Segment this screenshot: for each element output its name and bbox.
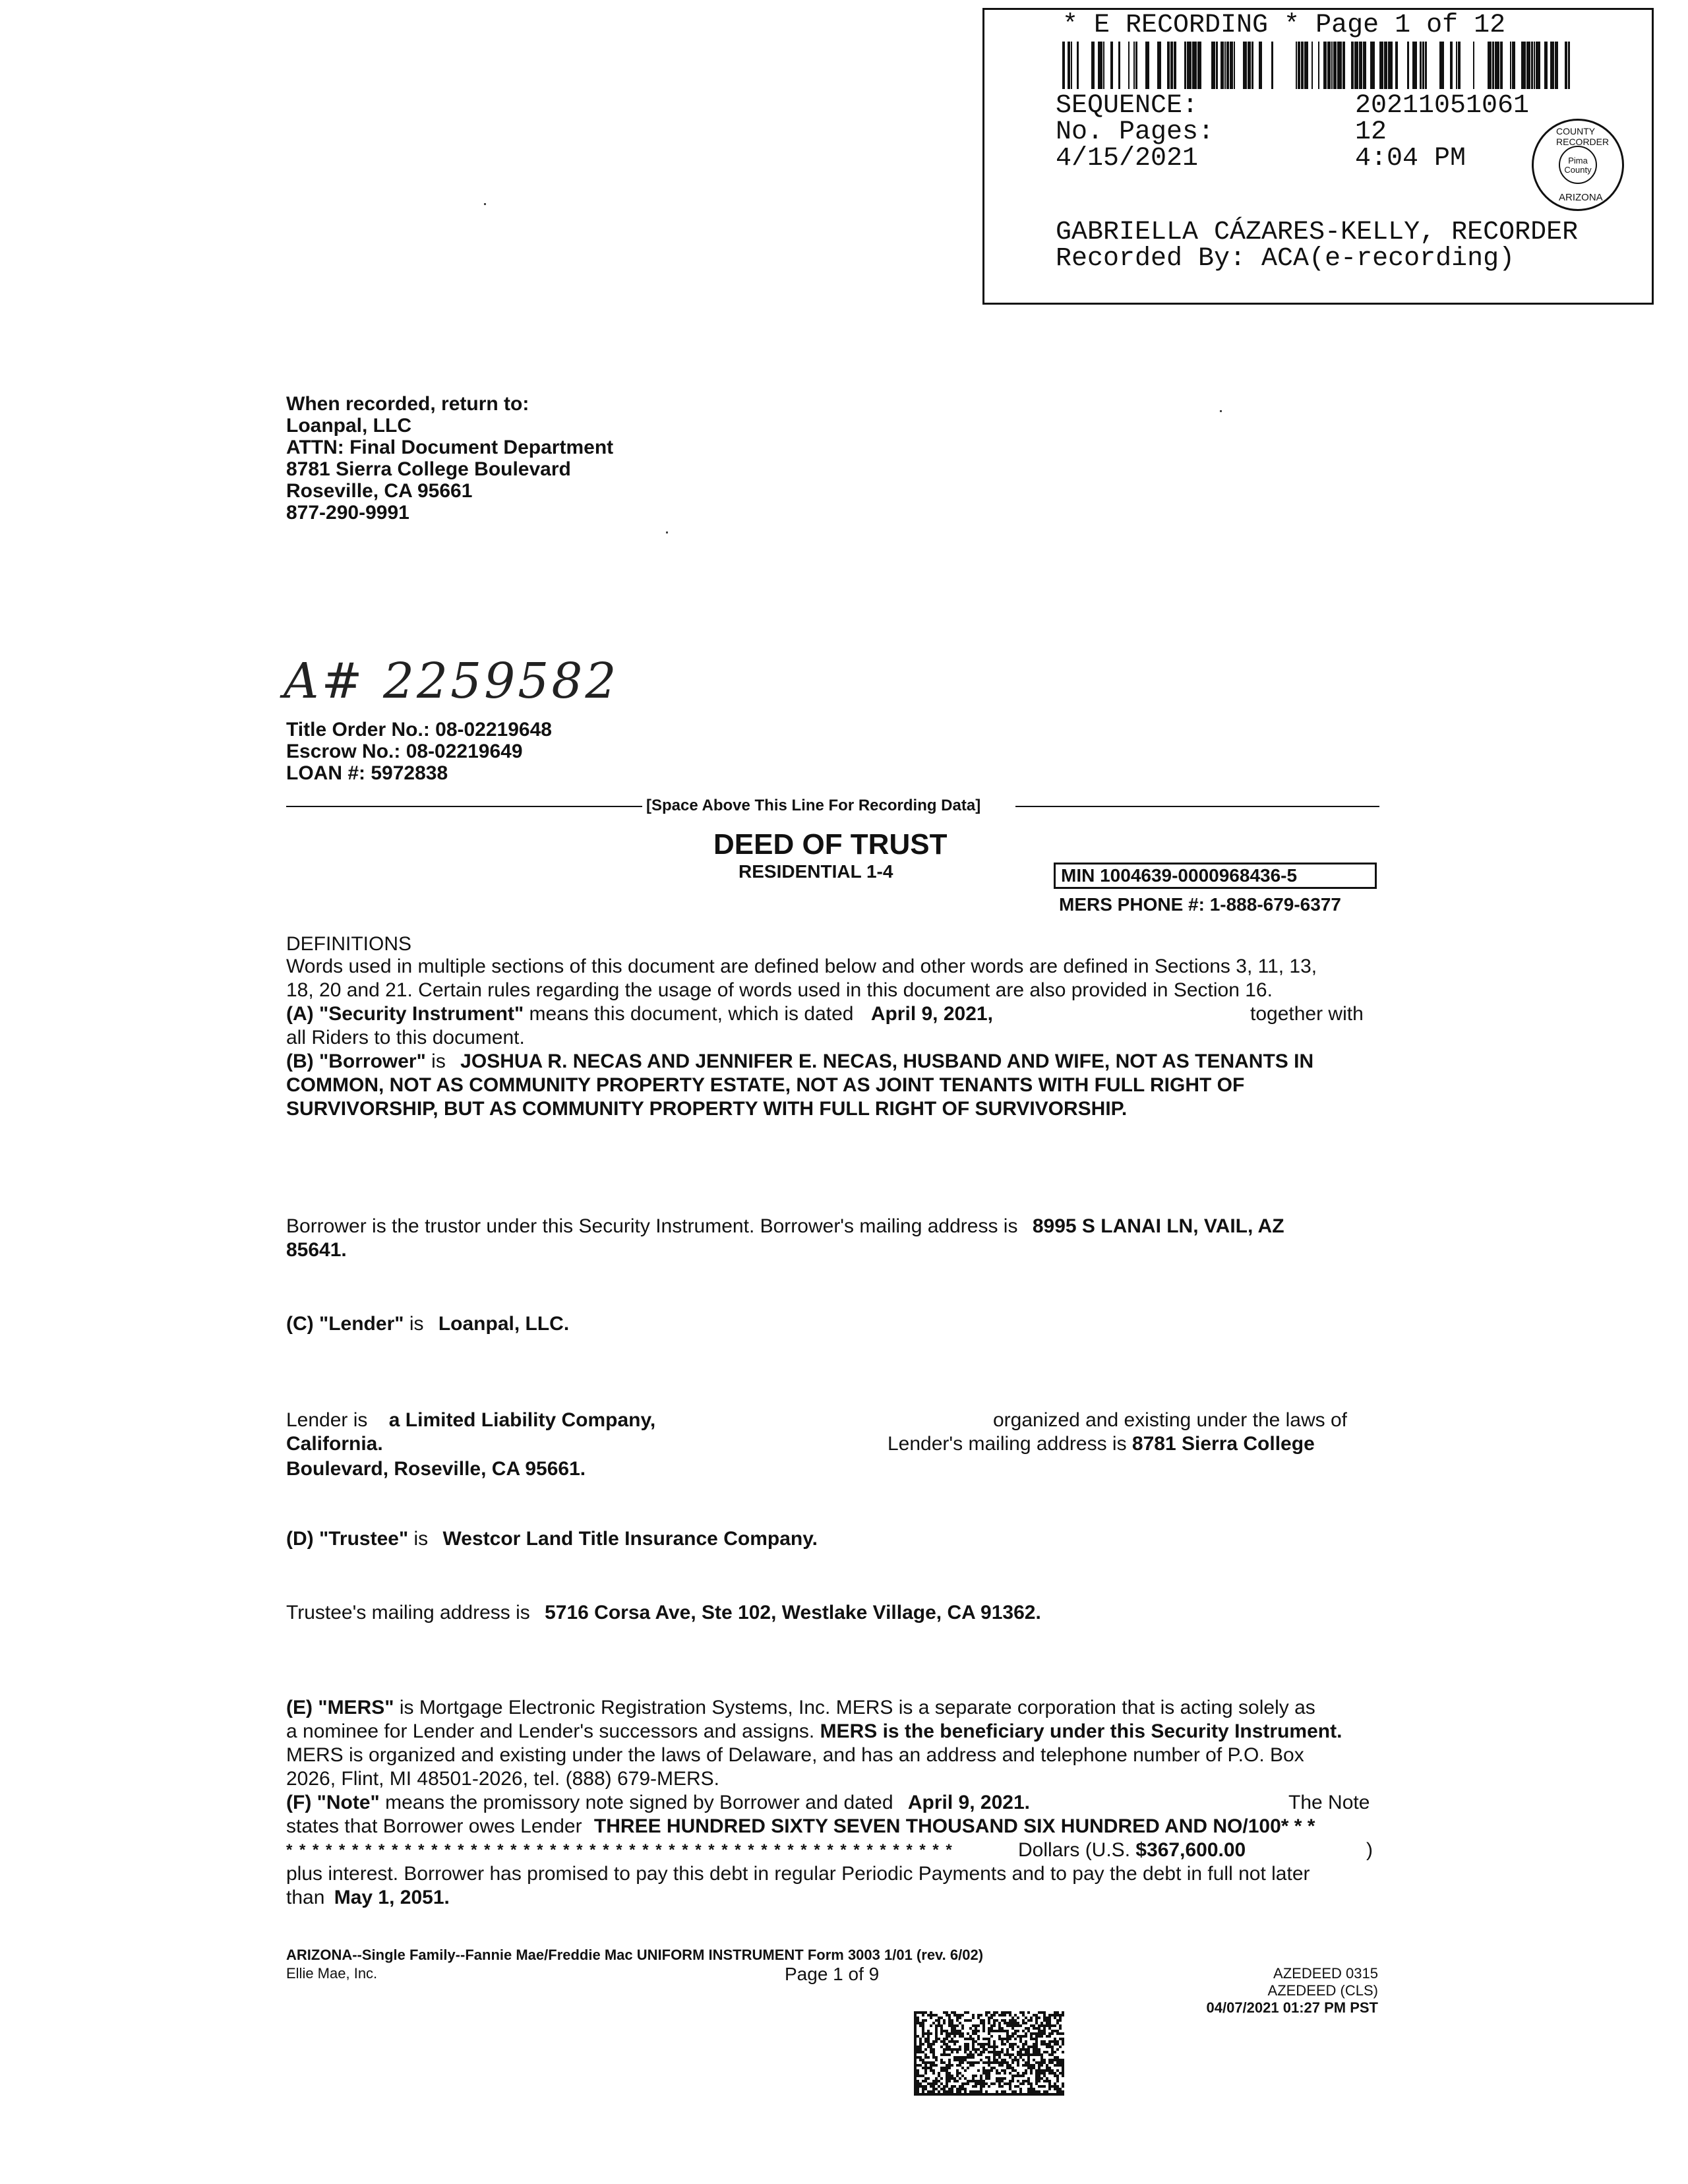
- mers-phone: MERS PHONE #: 1-888-679-6377: [1059, 894, 1341, 915]
- definitions-intro-1: Words used in multiple sections of this document are defined below and other words are defined in Sections 3, 11, 13,: [286, 956, 1317, 977]
- definition-d: [286, 1527, 818, 1550]
- definition-e-line-1: is Mortgage Electronic Registration Systems, Inc. MERS is a separate corporation that is acting solely as: [399, 1697, 1315, 1718]
- definition-a-line-2: all Riders to this document.: [286, 1027, 525, 1048]
- order-info: [286, 719, 552, 784]
- definition-a: [286, 1002, 993, 1025]
- definition-f-line-2a: states that Borrower owes Lender: [286, 1815, 582, 1837]
- lender-is: [286, 1409, 655, 1432]
- recording-stamp: [982, 8, 1654, 305]
- definition-f-dollars-label: Dollars (U.S.: [1018, 1839, 1131, 1861]
- footer-code-1: AZEDEED 0315: [1273, 1965, 1378, 1982]
- footer-form-line: ARIZONA--Single Family--Fannie Mae/Freddie Mac UNIFORM INSTRUMENT Form 3003 1/01 (rev. 6/02): [286, 1947, 984, 1963]
- footer-code-2: AZEDEED (CLS): [1267, 1982, 1378, 1999]
- document-subtitle: RESIDENTIAL 1-4: [738, 861, 893, 882]
- definition-f-text: means the promissory note signed by Borrower and dated: [385, 1792, 893, 1813]
- seal-top-text: COUNTY RECORDER: [1556, 126, 1610, 147]
- definition-a-term: "Security Instrument": [319, 1003, 524, 1025]
- rule-left: [286, 806, 642, 807]
- trustor-address-2: 85641.: [286, 1239, 347, 1261]
- definition-b-label: (B): [286, 1050, 314, 1072]
- recording-header: * E RECORDING * Page 1 of 12: [1062, 11, 1506, 40]
- rule-right: [1015, 806, 1379, 807]
- definition-f-line-2b: THREE HUNDRED SIXTY SEVEN THOUSAND SIX HUNDRED AND NO/100* * *: [593, 1815, 1315, 1837]
- definition-c-term: "Lender": [319, 1313, 404, 1335]
- trustor-text: Borrower is the trustor under this Security Instrument. Borrower's mailing address is: [286, 1215, 1018, 1237]
- lender-address-1: 8781 Sierra College: [1131, 1433, 1315, 1455]
- definition-a-tail: together with: [1250, 1003, 1364, 1025]
- definition-f-line-5: [286, 1886, 450, 1909]
- footer-vendor: Ellie Mae, Inc.: [286, 1965, 378, 1982]
- definition-f-line-4: plus interest. Borrower has promised to pay this debt in regular Periodic Payments and to pay the debt in full not later: [286, 1863, 1310, 1885]
- lender-is-label: Lender is: [286, 1409, 368, 1431]
- definition-f-dollars: [1018, 1838, 1246, 1862]
- return-to-line-1: When recorded, return to:: [286, 393, 529, 415]
- return-to-line-6: 877-290-9991: [286, 502, 409, 524]
- lender-mailing: [888, 1432, 1315, 1455]
- definition-b: [286, 1050, 1313, 1073]
- trustee-mailing-label: Trustee's mailing address is: [286, 1602, 530, 1623]
- seal-center-line-2: County: [1564, 165, 1592, 175]
- escrow-number: Escrow No.: 08-02219649: [286, 741, 523, 762]
- definition-f-amount: $367,600.00: [1135, 1839, 1246, 1861]
- recorder-name: GABRIELLA CÁZARES-KELLY, RECORDER: [1056, 218, 1579, 247]
- handwritten-reference: A# 2259582: [284, 653, 619, 710]
- definition-f-stars: * * * * * * * * * * * * * * * * * * * * * * * * * * * * * * * * * * * * * * * * * * * * * * * * * * *: [286, 1841, 953, 1859]
- loan-number: LOAN #: 5972838: [286, 762, 448, 784]
- definition-b-line-2: COMMON, NOT AS COMMUNITY PROPERTY ESTATE, NOT AS JOINT TENANTS WITH FULL RIGHT OF: [286, 1074, 1245, 1096]
- return-to-line-4: 8781 Sierra College Boulevard: [286, 458, 571, 480]
- lender-address-2: Boulevard, Roseville, CA 95661.: [286, 1458, 586, 1480]
- return-to-line-2: Loanpal, LLC: [286, 415, 411, 437]
- definition-d-is: is: [413, 1528, 429, 1550]
- trustee-address: 5716 Corsa Ave, Ste 102, Westlake Village, CA 91362.: [545, 1602, 1041, 1623]
- definition-b-term: "Borrower": [319, 1050, 426, 1072]
- lender-organized: organized and existing under the laws of: [993, 1409, 1348, 1431]
- definition-e-term: "MERS": [318, 1697, 394, 1718]
- definitions-intro-2: 18, 20 and 21. Certain rules regarding the usage of words used in this document are also provided in Section 16.: [286, 979, 1273, 1001]
- definition-f-label: (F): [286, 1792, 312, 1813]
- 2d-barcode-icon: [914, 2011, 1064, 2096]
- definition-b-line-3: SURVIVORSHIP, BUT AS COMMUNITY PROPERTY WITH FULL RIGHT OF SURVIVORSHIP.: [286, 1098, 1128, 1120]
- county-seal-icon: [1532, 119, 1624, 211]
- seal-bottom-text: ARIZONA: [1559, 192, 1603, 203]
- definition-e: [286, 1696, 1315, 1719]
- footer-page-number: Page 1 of 9: [785, 1964, 880, 1984]
- definition-f: [286, 1791, 1030, 1814]
- title-order-number: Title Order No.: 08-02219648: [286, 719, 552, 741]
- pages-label: No. Pages:: [1056, 117, 1215, 147]
- recorded-by: Recorded By: ACA(e-recording): [1056, 244, 1515, 274]
- sequence-value: 20211051061: [1355, 91, 1530, 121]
- scan-speck: [484, 203, 486, 205]
- recording-date: 4/15/2021: [1056, 144, 1199, 173]
- definition-e-line-2b: MERS is the beneficiary under this Security Instrument.: [820, 1720, 1342, 1742]
- definition-f-line-2: [286, 1815, 1315, 1838]
- definition-a-label: (A): [286, 1003, 314, 1025]
- lender-state: California.: [286, 1433, 383, 1455]
- definition-d-term: "Trustee": [319, 1528, 409, 1550]
- definitions-heading: DEFINITIONS: [286, 933, 412, 955]
- trustor-line: [286, 1215, 1284, 1238]
- space-above-label: [Space Above This Line For Recording Data]: [646, 797, 981, 814]
- definition-e-line-4: 2026, Flint, MI 48501-2026, tel. (888) 679-MERS.: [286, 1768, 720, 1790]
- pages-value: 12: [1355, 117, 1387, 147]
- sequence-label: SEQUENCE:: [1056, 91, 1199, 121]
- definition-f-than: than: [286, 1887, 325, 1908]
- definition-c-is: is: [409, 1313, 424, 1335]
- definition-d-label: (D): [286, 1528, 314, 1550]
- definition-f-maturity: May 1, 2051.: [334, 1887, 450, 1908]
- definition-d-value: Westcor Land Title Insurance Company.: [442, 1528, 818, 1550]
- min-number: MIN 1004639-0000968436-5: [1054, 863, 1377, 889]
- trustor-address-1: 8995 S LANAI LN, VAIL, AZ: [1032, 1215, 1284, 1237]
- trustee-mailing: [286, 1601, 1041, 1624]
- definition-e-label: (E): [286, 1697, 313, 1718]
- footer-codes: [1187, 1965, 1378, 2017]
- return-to-block: [286, 393, 613, 524]
- definition-c-value: Loanpal, LLC.: [438, 1313, 570, 1335]
- definition-c-label: (C): [286, 1313, 314, 1335]
- definition-f-term: "Note": [316, 1792, 380, 1813]
- definition-a-text: means this document, which is dated: [529, 1003, 854, 1025]
- return-to-line-3: ATTN: Final Document Department: [286, 437, 614, 458]
- definition-b-line-1: JOSHUA R. NECAS AND JENNIFER E. NECAS, HUSBAND AND WIFE, NOT AS TENANTS IN: [460, 1050, 1314, 1072]
- lender-mailing-label: Lender's mailing address is: [888, 1433, 1127, 1455]
- scan-speck: [666, 531, 668, 533]
- definition-e-line-2: [286, 1720, 1342, 1743]
- recording-time: 4:04 PM: [1355, 144, 1466, 173]
- definition-e-line-2a: a nominee for Lender and Lender's successors and assigns.: [286, 1720, 815, 1742]
- footer-timestamp: 04/07/2021 01:27 PM PST: [1206, 1999, 1378, 2016]
- seal-center: [1559, 146, 1597, 184]
- document-title: DEED OF TRUST: [713, 828, 948, 861]
- definition-b-is: is: [431, 1050, 446, 1072]
- scan-speck: [1220, 410, 1222, 412]
- recording-barcode: [1062, 42, 1570, 89]
- definition-c: [286, 1312, 569, 1335]
- definition-a-date: April 9, 2021,: [870, 1003, 993, 1025]
- return-to-line-5: Roseville, CA 95661: [286, 480, 473, 502]
- lender-type: a Limited Liability Company,: [388, 1409, 656, 1431]
- seal-center-line-1: Pima: [1568, 156, 1588, 166]
- definition-f-date: April 9, 2021.: [907, 1792, 1030, 1813]
- definition-f-tail: The Note: [1288, 1792, 1370, 1813]
- definition-e-line-3: MERS is organized and existing under the laws of Delaware, and has an address and telephone number of P.O. Box: [286, 1744, 1304, 1766]
- definition-f-paren: ): [1366, 1839, 1373, 1861]
